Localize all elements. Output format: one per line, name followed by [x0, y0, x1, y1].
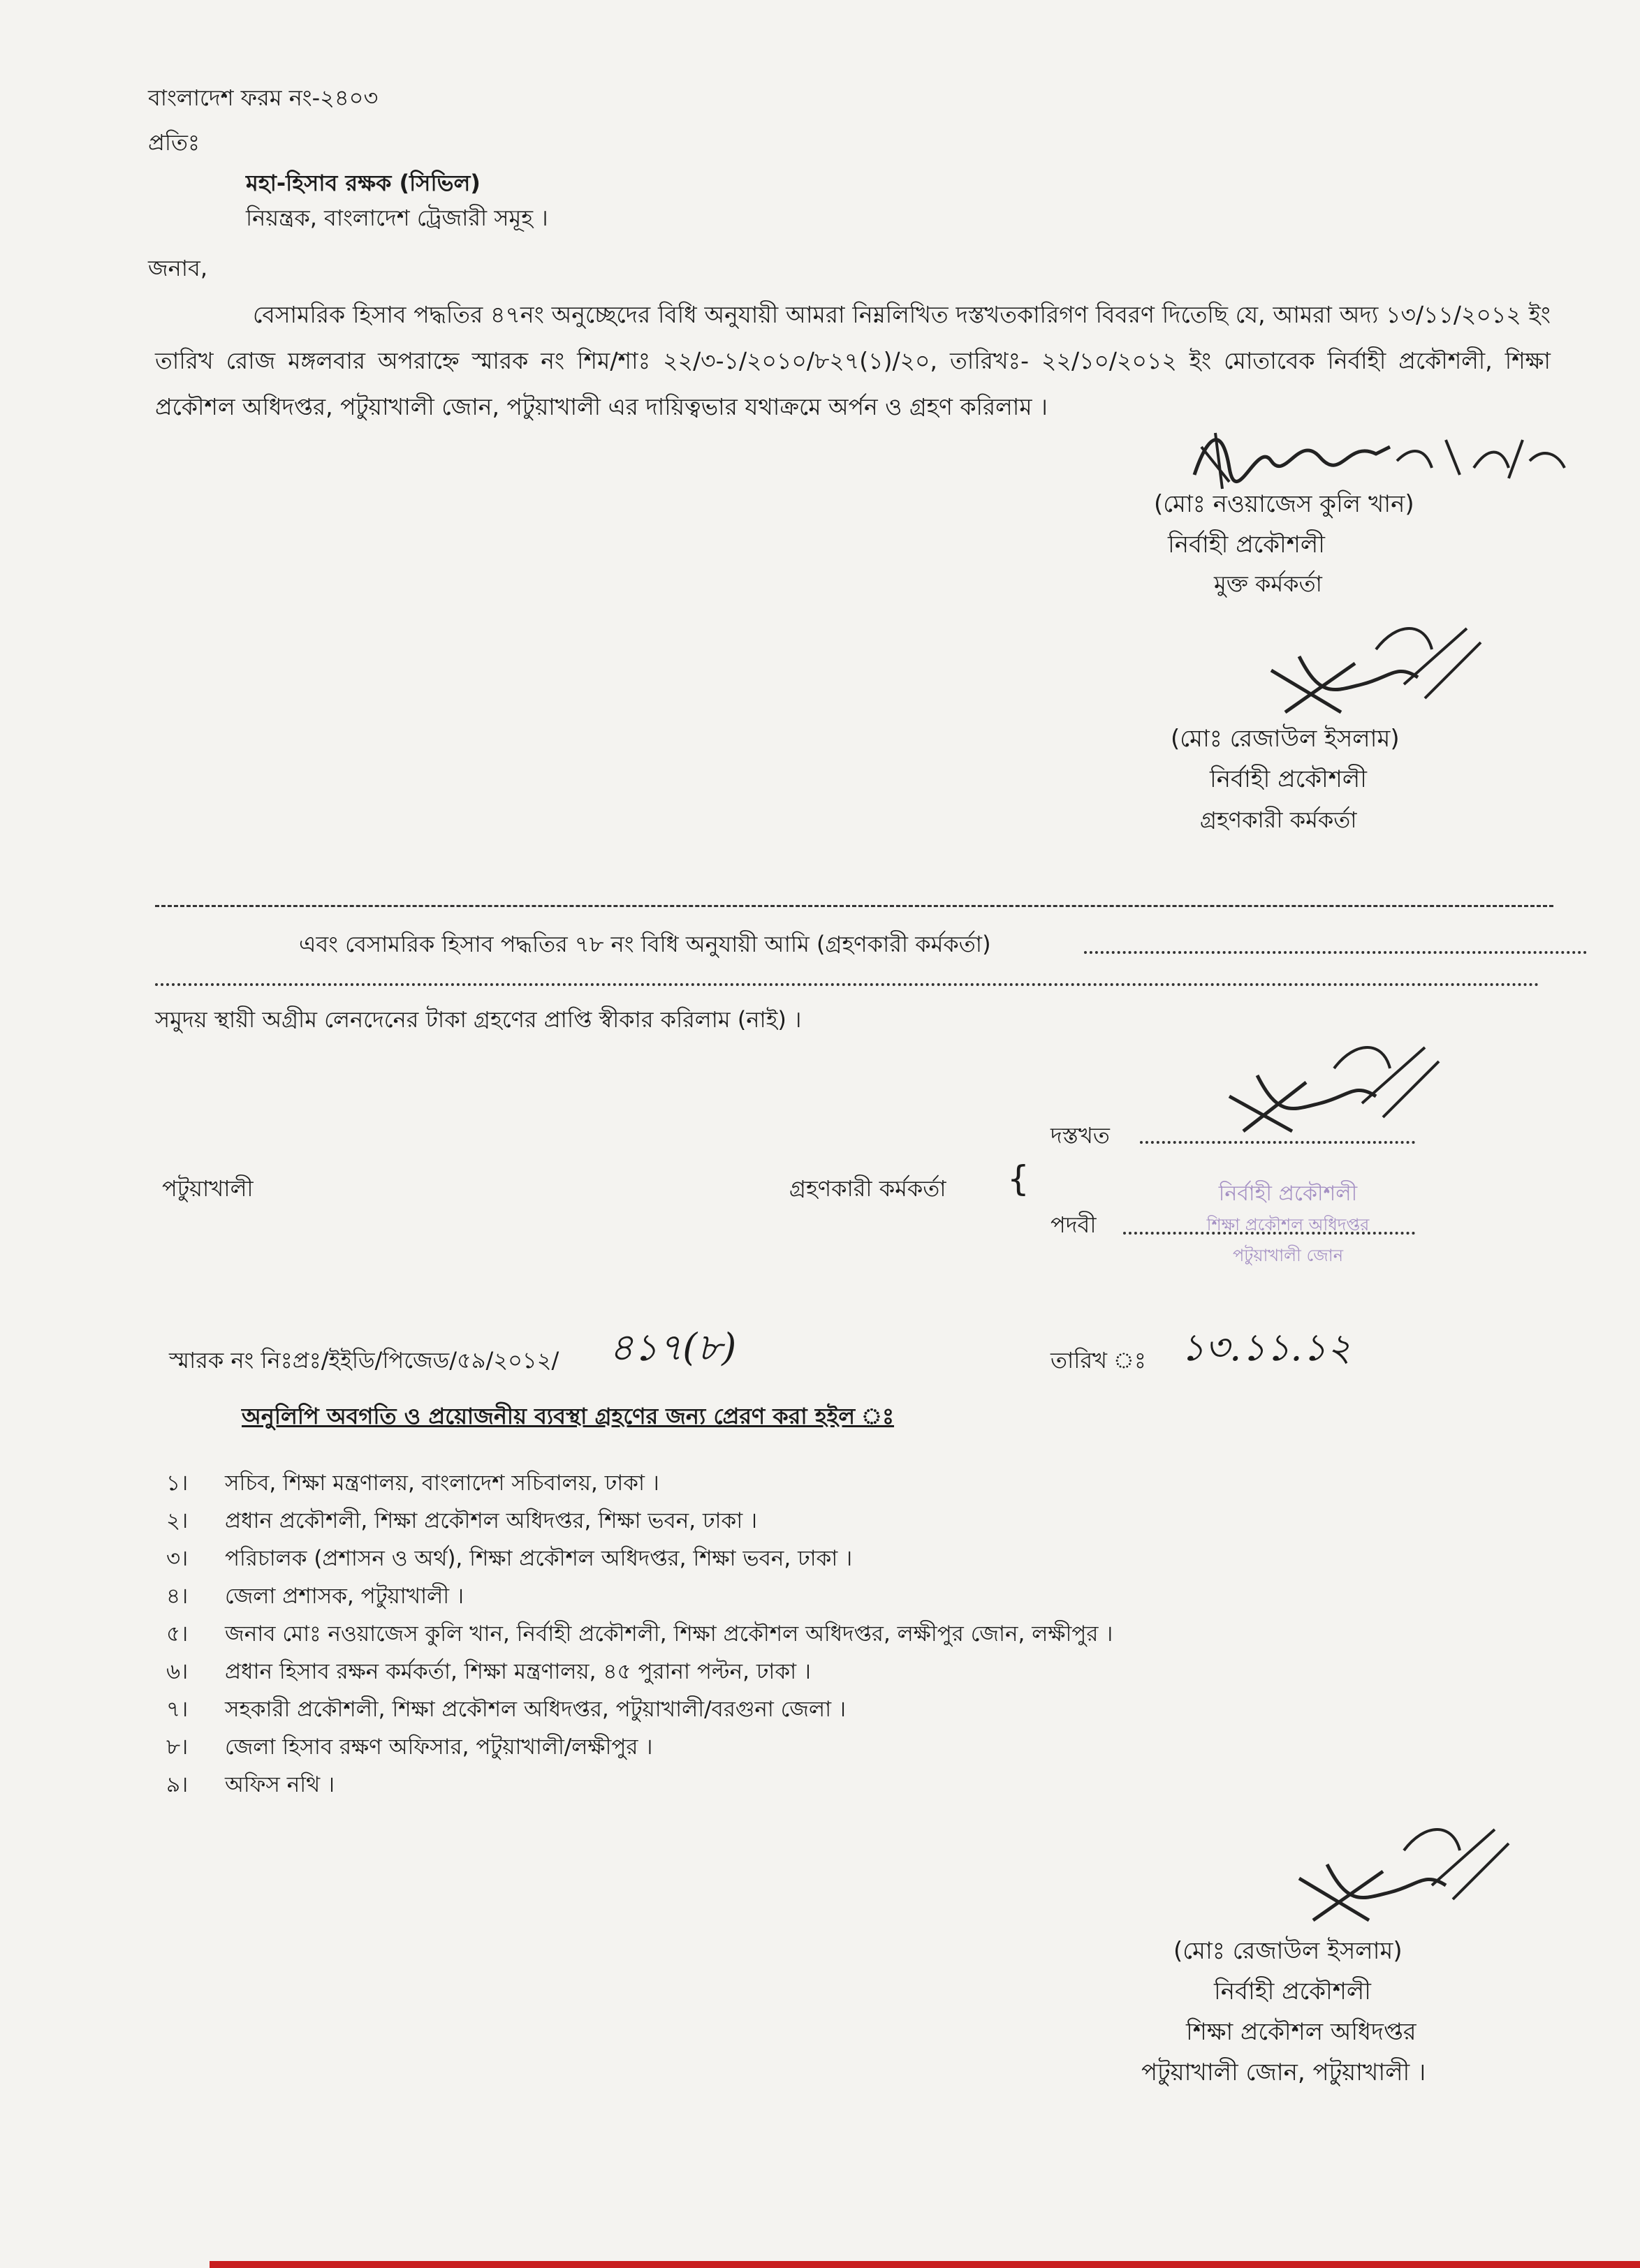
acknowledgement-line2: সমুদয় স্থায়ী অগ্রীম লেনদেনের টাকা গ্রহণের প্রাপ্তি স্বীকার করিলাম (নাই) । — [155, 1006, 802, 1033]
list-item: ৩। পরিচালক (প্রশাসন ও অর্থ), শিক্ষা প্রকৌশল অধিদপ্তর, শিক্ষা ভবন, ঢাকা । — [166, 1546, 853, 1571]
receiving-officer-signature — [1257, 608, 1495, 740]
list-item: ৬। প্রধান হিসাব রক্ষন কর্মকর্তা, শিক্ষা মন্ত্রণালয়, ৪৫ পুরানা পল্টন, ঢাকা । — [166, 1659, 812, 1684]
addressee-sub: নিয়ন্ত্রক, বাংলাদেশ ট্রেজারী সমূহ । — [246, 205, 548, 231]
date-label: তারিখ ঃ — [1050, 1347, 1146, 1374]
receipt-signature — [1215, 1033, 1467, 1152]
list-item: ৮। জেলা হিসাব রক্ষণ অফিসার, পটুয়াখালী/লক্ষীপুর । — [166, 1735, 653, 1760]
relieved-officer-designation: নির্বাহী প্রকৌশলী — [1168, 531, 1325, 559]
receiving-officer-label: গ্রহণকারী কর্মকর্তা — [789, 1175, 946, 1202]
copy-distribution-heading: অনুলিপি অবগতি ও প্রয়োজনীয় ব্যবস্থা গ্রহণের জন্য প্রেরণ করা হইল ঃ — [242, 1403, 895, 1429]
footer-signatory-office: শিক্ষা প্রকৌশল অধিদপ্তর — [1186, 2018, 1416, 2046]
addressee-title: মহা-হিসাব রক্ষক (সিভিল) — [246, 170, 481, 196]
acknowledgement-fill-dots-2 — [155, 983, 1539, 986]
list-item: ৫। জনাব মোঃ নওয়াজেস কুলি খান, নির্বাহী প্রকৌশলী, শিক্ষা প্রকৌশল অধিদপ্তর, লক্ষীপুর জোন, লক্ষীপুর । — [166, 1621, 1113, 1647]
list-item: ৯। অফিস নথি । — [166, 1772, 335, 1797]
relieved-officer-name: (মোঃ নওয়াজেস কুলি খান) — [1154, 490, 1414, 518]
memo-number: স্মারক নং নিঃপ্রঃ/ইইডি/পিজেড/৫৯/২০১২/ — [169, 1347, 559, 1374]
sign-dots — [1140, 1141, 1415, 1144]
designation-dots — [1123, 1232, 1415, 1235]
memo-handwritten-number: ৪১৭(৮) — [609, 1325, 737, 1369]
acknowledgement-line1: এবং বেসামরিক হিসাব পদ্ধতির ৭৮ নং বিধি অনুযায়ী আমি (গ্রহণকারী কর্মকর্তা) — [299, 931, 991, 957]
to-label: প্রতিঃ — [148, 129, 200, 156]
date-handwritten: ১৩.১১.১২ — [1180, 1325, 1352, 1369]
footer-signatory-name: (মোঃ রেজাউল ইসলাম) — [1173, 1937, 1403, 1965]
footer-signature — [1285, 1802, 1523, 1941]
form-number: বাংলাদেশ ফরম নং-২৪০৩ — [148, 84, 379, 111]
place-name: পটুয়াখালী — [162, 1175, 254, 1202]
list-item: ৭। সহকারী প্রকৌশলী, শিক্ষা প্রকৌশল অধিদপ্তর, পটুয়াখালী/বরগুনা জেলা । — [166, 1697, 847, 1722]
body-paragraph: বেসামরিক হিসাব পদ্ধতির ৪৭নং অনুচ্ছেদের বিধি অনুযায়ী আমরা নিম্নলিখিত দস্তখতকারিগণ বিবরণ দিতেছি যে, আমরা অদ্য ১৩/১১/২০১২ ইং তারিখ রোজ মঙ্গলবার অপরাহ্নে স্মারক নং শিম/শাঃ ২২/৩-১/২০১০/৮২৭(১)/২০, তারিখঃ- ২২/১০/২০১২ ইং মোতাবেক নির্বাহী প্রকৌশলী, শিক্ষা প্রকৌশল অধিদপ্তর, পটুয়াখালী জোন, পটুয়াখালী এর দায়িত্বভার যথাক্রমে অর্পন ও গ্রহণ করিলাম । — [155, 301, 1551, 420]
footer-signatory-zone: পটুয়াখালী জোন, পটুয়াখালী । — [1141, 2059, 1426, 2086]
section-divider — [155, 905, 1553, 907]
receiving-officer-designation: নির্বাহী প্রকৌশলী — [1210, 765, 1367, 793]
page-edge-bar — [210, 2261, 1640, 2268]
receiving-officer-name: (মোঃ রেজাউল ইসলাম) — [1171, 725, 1400, 753]
acknowledgement-fill-dots — [1084, 951, 1587, 954]
receiving-officer-role: গ্রহণকারী কর্মকর্তা — [1200, 807, 1357, 833]
list-item: ২। প্রধান প্রকৌশলী, শিক্ষা প্রকৌশল অধিদপ্তর, শিক্ষা ভবন, ঢাকা । — [166, 1508, 758, 1533]
sign-label: দস্তখত — [1050, 1122, 1110, 1149]
salutation: জনাব, — [148, 255, 207, 281]
designation-label: পদবী — [1050, 1212, 1097, 1238]
relieved-officer-role: মুক্ত কর্মকর্তা — [1214, 570, 1322, 597]
list-item: ৪। জেলা প্রশাসক, পটুয়াখালী । — [166, 1584, 464, 1609]
footer-signatory-designation: নির্বাহী প্রকৌশলী — [1214, 1978, 1371, 2005]
office-seal-stamp: নির্বাহী প্রকৌশলী শিক্ষা প্রকৌশল অধিদপ্তর পটুয়াখালী জোন — [1206, 1181, 1370, 1265]
brace: { — [1007, 1158, 1030, 1199]
list-item: ১। সচিব, শিক্ষা মন্ত্রণালয়, বাংলাদেশ সচিবালয়, ঢাকা । — [166, 1471, 659, 1496]
